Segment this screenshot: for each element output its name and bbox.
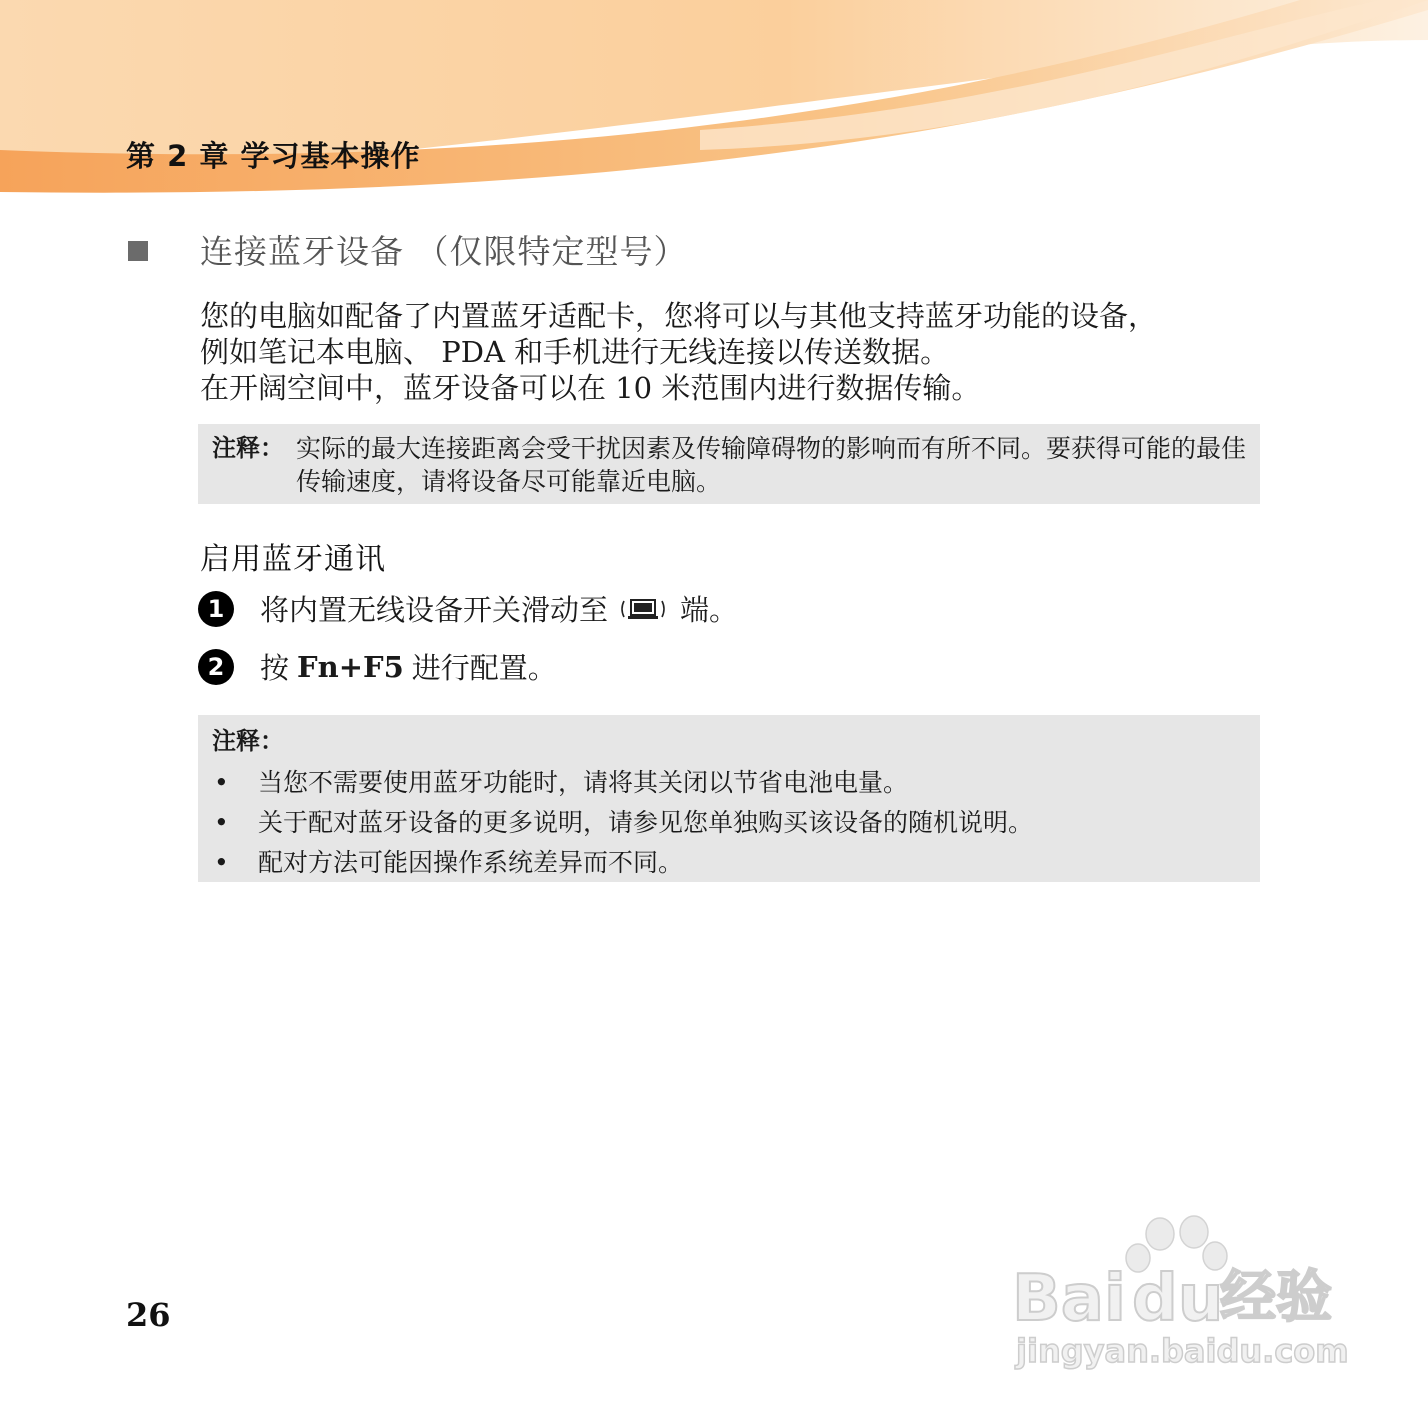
list-item-text: 当您不需要使用蓝牙功能时，请将其关闭以节省电池电量。 xyxy=(258,768,909,797)
list-item xyxy=(212,843,1246,883)
step-text: 将内置无线设备开关滑动至 xyxy=(260,593,609,627)
wireless-switch-icon xyxy=(618,595,668,623)
square-bullet-icon xyxy=(128,241,148,261)
key-combo: Fn+F5 xyxy=(297,649,404,684)
subheading-enable-bluetooth: 启用蓝牙通讯 xyxy=(200,542,386,577)
step-text: 按 xyxy=(260,651,290,685)
note-label: 注释： xyxy=(212,727,284,755)
svg-text:Bai: Bai xyxy=(1012,1262,1126,1336)
step-text: 进行配置。 xyxy=(411,651,557,685)
note-label: 注释： xyxy=(212,434,284,462)
note-text: 实际的最大连接距离会受干扰因素及传输障碍物的影响而有所不同。要获得可能的最佳传输速度，请将设备尽可能靠近电脑。 xyxy=(296,434,1247,496)
list-item-text: 配对方法可能因操作系统差异而不同。 xyxy=(258,848,684,877)
page-number: 26 xyxy=(126,1296,171,1334)
svg-text:经验: 经验 xyxy=(1220,1265,1332,1330)
note-box-distance xyxy=(198,424,1260,504)
bullet-icon: • xyxy=(214,808,229,837)
intro-line: 在开阔空间中，蓝牙设备可以在 10 米范围内进行数据传输。 xyxy=(200,371,981,405)
step-text: 端。 xyxy=(680,593,739,627)
intro-line: 您的电脑如配备了内置蓝牙适配卡，您将可以与其他支持蓝牙功能的设备， xyxy=(200,299,1158,333)
svg-text:du: du xyxy=(1132,1262,1224,1336)
step-number-icon: 1 xyxy=(198,591,234,627)
list-item xyxy=(212,803,1246,843)
step-2 xyxy=(198,646,557,687)
intro-paragraph xyxy=(200,298,1270,406)
chapter-title: 第 2 章 学习基本操作 xyxy=(126,139,421,173)
baidu-jingyan-watermark-logo xyxy=(1010,1212,1350,1372)
intro-line: 例如笔记本电脑、 PDA 和手机进行无线连接以传送数据。 xyxy=(200,335,950,369)
list-item-text: 关于配对蓝牙设备的更多说明，请参见您单独购买该设备的随机说明。 xyxy=(258,808,1034,837)
section-heading xyxy=(128,226,688,273)
bullet-icon: • xyxy=(214,848,229,877)
watermark-url: jingyan.baidu.com xyxy=(1016,1332,1349,1370)
step-number-icon: 2 xyxy=(198,649,234,685)
note-box-usage xyxy=(198,715,1260,882)
bullet-icon: • xyxy=(214,768,229,797)
list-item xyxy=(212,763,1246,803)
note-list xyxy=(212,763,1246,883)
section-title: 连接蓝牙设备 （仅限特定型号） xyxy=(200,232,688,271)
step-1 xyxy=(198,588,738,629)
